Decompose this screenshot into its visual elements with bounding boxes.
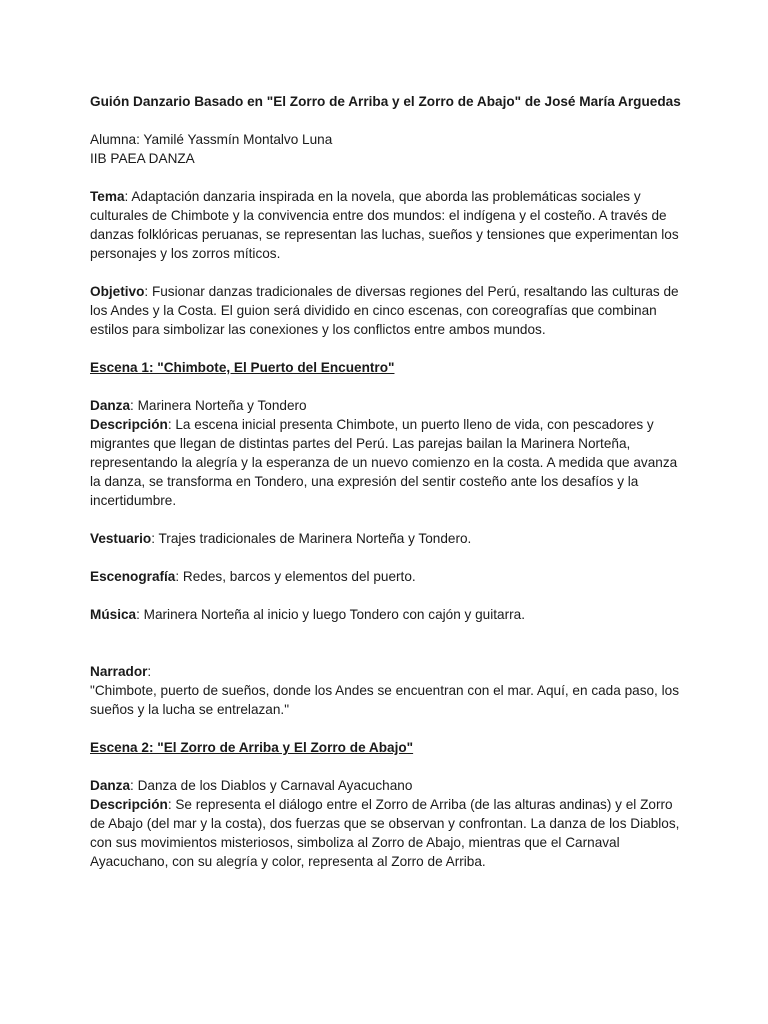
objetivo-paragraph (90, 282, 690, 339)
scene1-escenografia-label: Escenografía (90, 569, 176, 584)
scene1-musica-label: Música (90, 607, 137, 622)
course-name: IIB PAEA DANZA (90, 151, 195, 166)
scene1-narrador (90, 662, 690, 681)
scene2-descripcion (90, 795, 690, 871)
scene1-descripcion (90, 415, 690, 510)
scene2-danza-label: Danza (90, 778, 131, 793)
scene1-narrador-quote: "Chimbote, puerto de sueños, donde los Andes se encuentran con el mar. Aquí, en cada paso, los sueños y la lucha se entrelazan." (90, 683, 679, 717)
scene1-narrador-label: Narrador (90, 664, 148, 679)
scene1-narrador-colon: : (147, 664, 152, 679)
scene1-escenografia-text: : Redes, barcos y elementos del puerto. (175, 569, 416, 584)
tema-paragraph (90, 187, 690, 263)
scene1-danza-text: : Marinera Norteña y Tondero (130, 398, 307, 413)
scene1-vestuario-text: : Trajes tradicionales de Marinera Norteña y Tondero. (151, 531, 472, 546)
objetivo-text: : Fusionar danzas tradicionales de diversas regiones del Perú, resaltando las culturas de los Andes y la Costa. El guion será dividido en cinco escenas, con coreografías que combinan estilos para simbolizar las conexiones y los conflictos entre ambos mundos. (90, 284, 679, 337)
scene1-musica-text: : Marinera Norteña al inicio y luego Tondero con cajón y guitarra. (136, 607, 525, 622)
scene1-heading: Escena 1: "Chimbote, El Puerto del Encuentro" (90, 360, 395, 375)
objetivo-label: Objetivo (90, 284, 145, 299)
scene1-vestuario-label: Vestuario (90, 531, 152, 546)
document-page (90, 92, 690, 871)
tema-label: Tema (90, 189, 125, 204)
scene1-descripcion-label: Descripción (90, 417, 168, 432)
document-title: Guión Danzario Basado en "El Zorro de Arriba y el Zorro de Abajo" de José María Arguedas (90, 94, 681, 109)
scene1-danza-label: Danza (90, 398, 131, 413)
scene2-descripcion-text: : Se representa el diálogo entre el Zorro de Arriba (de las alturas andinas) y el Zorro de Abajo (del mar y la costa), dos fuerzas que se observan y confrontan. La danza de los Diablos, con sus movimientos misteriosos, simboliza al Zorro de Abajo, mientras que el Carnaval Ayacuchano, con su alegría y color, representa al Zorro de Arriba. (90, 797, 680, 869)
scene1-escenografia (90, 567, 690, 586)
scene2-danza (90, 776, 690, 795)
scene1-danza (90, 396, 690, 415)
scene1-vestuario (90, 529, 690, 548)
scene1-descripcion-text: : La escena inicial presenta Chimbote, un puerto lleno de vida, con pescadores y migrantes que llegan de distintas partes del Perú. Las parejas bailan la Marinera Norteña, representando la alegría y la esperanza de un nuevo comienzo en la costa. A medida que avanza la danza, se transforma en Tondero, una expresión del sentir costeño ante los desafíos y la incertidumbre. (90, 417, 678, 508)
scene1-musica (90, 605, 690, 624)
scene2-heading: Escena 2: "El Zorro de Arriba y El Zorro de Abajo" (90, 740, 414, 755)
tema-text: : Adaptación danzaria inspirada en la novela, que aborda las problemáticas sociales y culturales de Chimbote y la convivencia entre dos mundos: el indígena y el costeño. A través de danzas folklóricas peruanas, se representan las luchas, sueños y tensiones que experimentan los personajes y los zorros míticos. (90, 189, 679, 261)
student-name: Alumna: Yamilé Yassmín Montalvo Luna (90, 132, 333, 147)
scene2-descripcion-label: Descripción (90, 797, 168, 812)
scene2-danza-text: : Danza de los Diablos y Carnaval Ayacuchano (130, 778, 413, 793)
